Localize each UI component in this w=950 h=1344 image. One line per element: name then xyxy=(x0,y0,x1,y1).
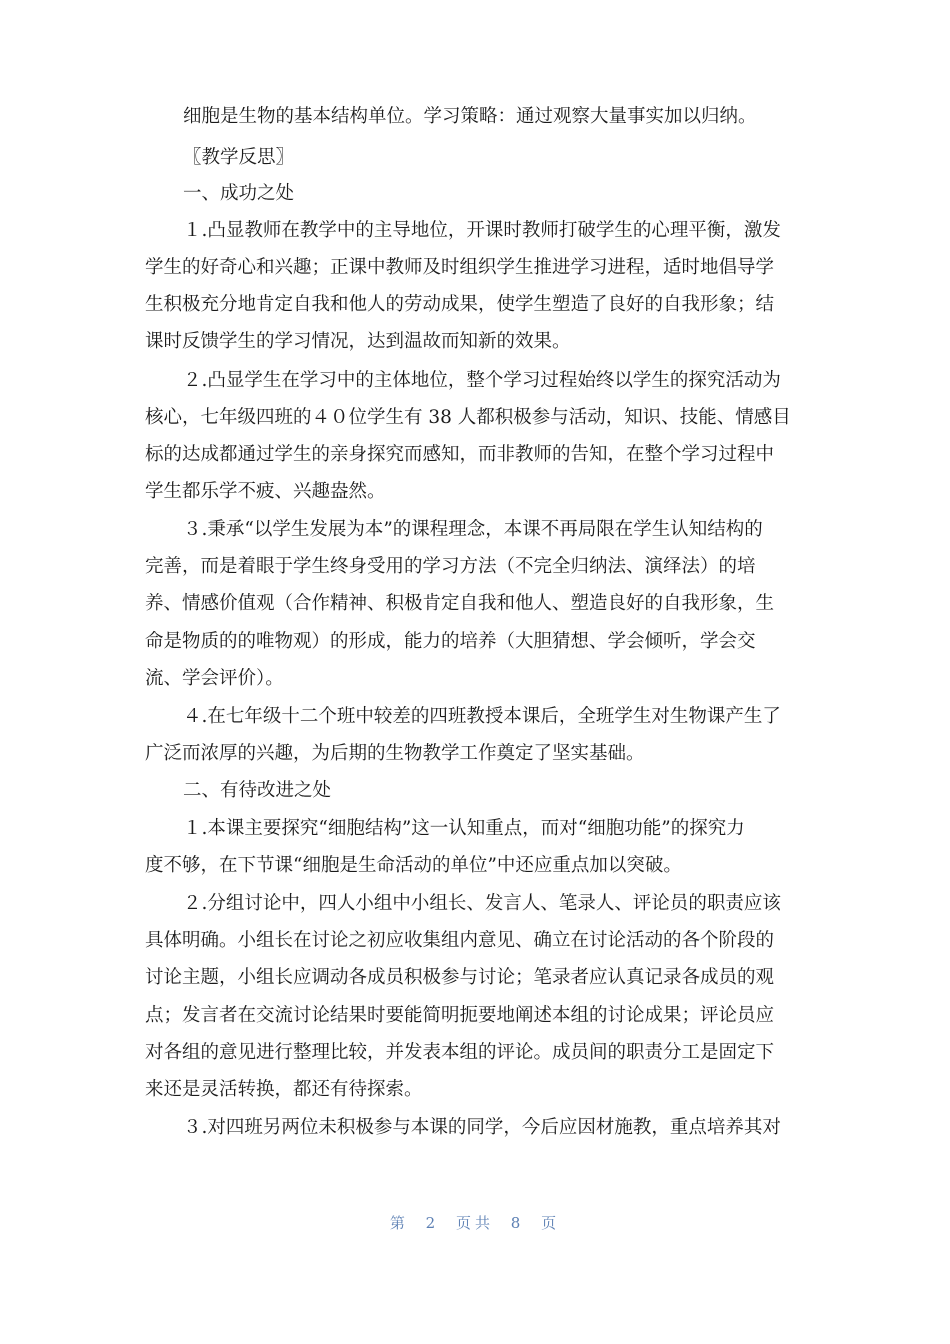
page-total: 8 xyxy=(510,1214,525,1232)
body-line: １.凸显教师在教学中的主导地位，开课时教师打破学生的心理平衡，激发 xyxy=(183,220,781,241)
footer-label: 页 xyxy=(541,1214,561,1232)
body-line: 细胞是生物的基本结构单位。学习策略：通过观察大量事实加以归纳。 xyxy=(183,106,757,127)
body-line: 课时反馈学生的学习情况，达到温故而知新的效果。 xyxy=(145,331,571,352)
body-line: 度不够，在下节课“细胞是生命活动的单位”中还应重点加以突破。 xyxy=(145,855,682,876)
footer-label: 页共 xyxy=(455,1214,494,1232)
body-line: 具体明确。小组长在讨论之初应收集组内意见、确立在讨论活动的各个阶段的 xyxy=(145,930,775,951)
body-line: 养、情感价值观（合作精神、积极肯定自我和他人、塑造良好的自我形象，生 xyxy=(145,593,775,614)
body-line: ３.秉承“以学生发展为本”的课程理念，本课不再局限在学生认知结构的 xyxy=(183,519,763,540)
body-line: 生积极充分地肯定自我和他人的劳动成果，使学生塑造了良好的自我形象；结 xyxy=(145,294,775,315)
body-line: 标的达成都通过学生的亲身探究而感知，而非教师的告知，在整个学习过程中 xyxy=(145,444,775,465)
section-heading: 二、有待改进之处 xyxy=(183,780,332,801)
body-line: ２.分组讨论中，四人小组中小组长、发言人、笔录人、评论员的职责应该 xyxy=(183,893,781,914)
body-line: 对各组的意见进行整理比较，并发表本组的评论。成员间的职责分工是固定下 xyxy=(145,1042,775,1063)
footer-label: 第 xyxy=(389,1214,409,1232)
section-heading: 一、成功之处 xyxy=(183,183,295,204)
body-line: ２.凸显学生在学习中的主体地位，整个学习过程始终以学生的探究活动为 xyxy=(183,370,781,391)
body-line: 核心，七年级四班的４０位学生有 38 人都积极参与活动，知识、技能、情感目 xyxy=(145,407,791,428)
body-line: 广泛而浓厚的兴趣，为后期的生物教学工作奠定了坚实基础。 xyxy=(145,743,645,764)
page-footer xyxy=(0,1212,950,1233)
page-number: 2 xyxy=(425,1214,440,1232)
body-line: 完善，而是着眼于学生终身受用的学习方法（不完全归纳法、演绎法）的培 xyxy=(145,556,756,577)
body-line: １.本课主要探究“细胞结构”这一认知重点，而对“细胞功能”的探究力 xyxy=(183,818,745,839)
body-line: ３.对四班另两位未积极参与本课的同学，今后应因材施教，重点培养其对 xyxy=(183,1117,781,1138)
section-heading: 〖教学反思〗 xyxy=(183,147,295,168)
body-line: 学生都乐学不疲、兴趣盎然。 xyxy=(145,481,386,502)
body-line: 流、学会评价）。 xyxy=(145,668,284,689)
body-line: 学生的好奇心和兴趣；正课中教师及时组织学生推进学习进程，适时地倡导学 xyxy=(145,257,775,278)
body-line: ４.在七年级十二个班中较差的四班教授本课后，全班学生对生物课产生了 xyxy=(183,706,781,727)
body-line: 命是物质的的唯物观）的形成，能力的培养（大胆猜想、学会倾听，学会交 xyxy=(145,631,756,652)
body-line: 讨论主题，小组长应调动各成员积极参与讨论；笔录者应认真记录各成员的观 xyxy=(145,967,775,988)
body-line: 点；发言者在交流讨论结果时要能简明扼要地阐述本组的讨论成果；评论员应 xyxy=(145,1005,775,1026)
body-line: 来还是灵活转换，都还有待探索。 xyxy=(145,1079,423,1100)
